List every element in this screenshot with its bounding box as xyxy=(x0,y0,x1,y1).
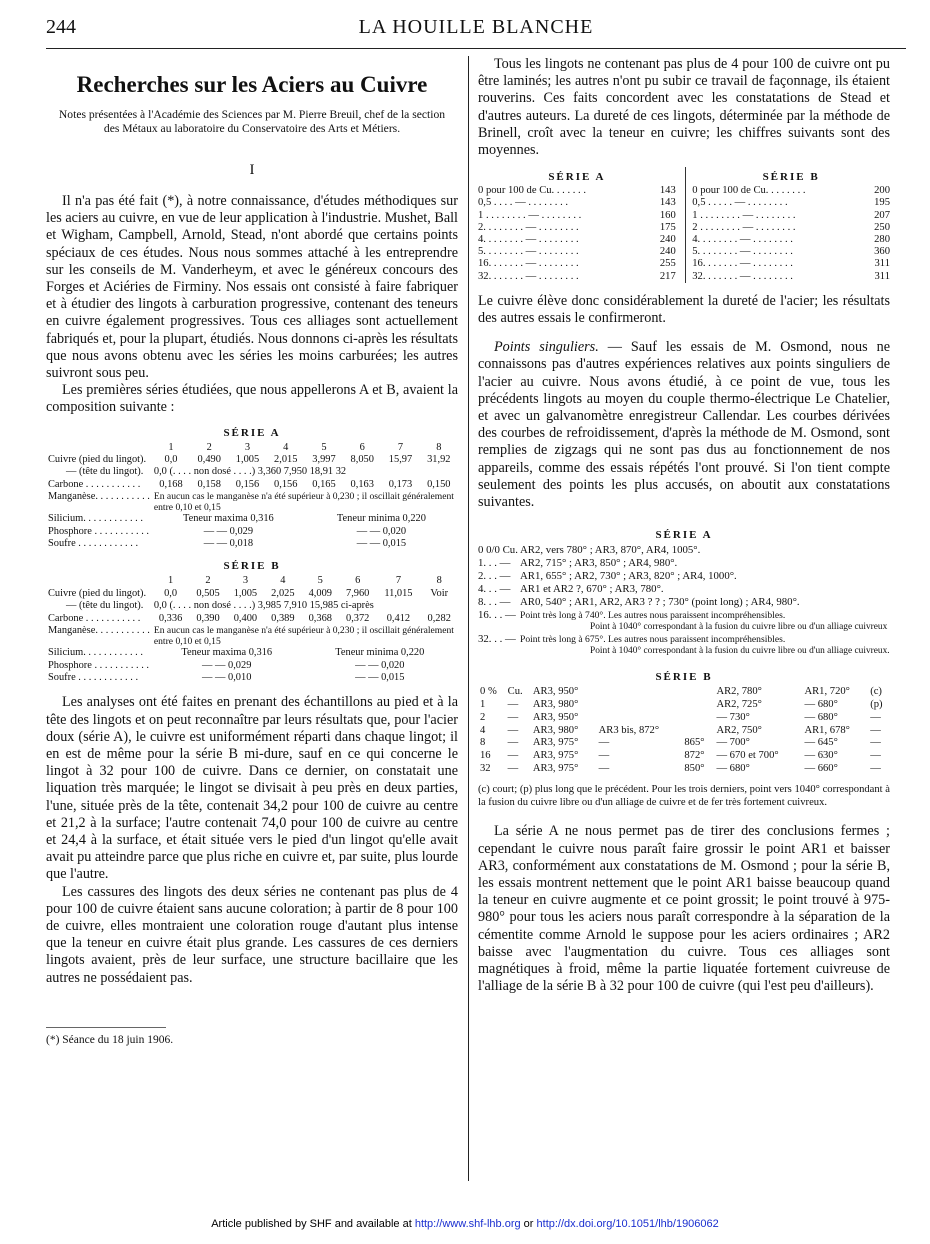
table-cell: 0,372 xyxy=(346,612,370,624)
footer-text: or xyxy=(520,1218,537,1230)
points-value: AR1, 655° ; AR2, 730° ; AR3, 820° ; AR4, 1000°. xyxy=(520,570,737,583)
table-row xyxy=(46,575,458,587)
table-cell: Teneur minima 0,220 xyxy=(335,647,425,659)
hardness-value: 143 xyxy=(659,185,676,197)
table-cell xyxy=(682,699,714,712)
section-number: I xyxy=(249,162,255,178)
footer-link-shf[interactable]: http://www.shf-lhb.org xyxy=(414,1218,521,1230)
table-cell: — xyxy=(507,737,519,749)
table-cell: 1,005 xyxy=(233,587,258,599)
table-cell: — — 0,020 xyxy=(356,525,407,537)
footnote: (*) Séance du 18 juin 1906. xyxy=(46,1027,166,1046)
table-cell: 0,389 xyxy=(271,612,295,624)
table-cell: 0 % xyxy=(480,686,497,698)
table-row xyxy=(478,699,890,712)
table-cell: 6 xyxy=(355,575,361,587)
hardness-value: 280 xyxy=(874,234,890,246)
table-cell: — 660° xyxy=(804,763,838,775)
header-rule xyxy=(46,48,906,49)
table-cell: AR3, 950° xyxy=(532,686,579,698)
table-cell: Manganèse. . . . . . . . . . . xyxy=(48,625,150,637)
author-notes: Notes présentées à l'Académie des Sciences par M. Pierre Breuil, chef de la section des Métaux au laboratoire du Conservatoire des Arts et Métiers. xyxy=(58,108,446,135)
table-cell: — xyxy=(507,699,519,711)
hardness-label: 0,5 . . . . — . . . . . . . . xyxy=(478,197,569,209)
table-row xyxy=(478,750,890,763)
table-cell: 8,050 xyxy=(350,454,374,466)
lead-italic: Points singuliers. xyxy=(494,339,599,356)
series-a-composition-table xyxy=(46,442,458,551)
hardness-row xyxy=(478,258,676,270)
table-cell: 872° xyxy=(684,750,705,762)
table-cell: 4 xyxy=(480,724,486,736)
table-cell: 0,412 xyxy=(386,612,411,624)
hardness-value: 240 xyxy=(659,246,676,258)
table-row xyxy=(46,526,458,538)
table-cell: — — 0,015 xyxy=(355,671,405,683)
hardness-row xyxy=(692,246,890,258)
table-row xyxy=(46,600,458,612)
table-cell: — xyxy=(598,750,610,762)
table-cell: — xyxy=(507,724,519,736)
paragraph: La série A ne nous permet pas de tirer des conclusions fermes ; cependant le cuivre nous paraît faire grossir le point AR1 et baisser AR3, conformément aux constatations de M. Osmond ; pour la série B, les essais montrent nettement que le point AR1 baisse beaucoup quand la teneur en cuivre augmente et ce point grossit; le point trouvé à 975-980° pour tous les aciers nous paraît correspondre à la séparation de la cémentite comme Arnold le suppose pour les aciers ordinaires ; AR2 baisse avec l'augmentation du cuivre. Tous ces alliages sont magnétiques à froid, même la partie liquatée fortement cuivreuse de l'alliage de la série B à 32 pour 100 de cuivre (qui l'est peu d'ailleurs). xyxy=(478,823,890,995)
table-cell: — 680° xyxy=(804,699,838,711)
table-row xyxy=(478,686,890,699)
table-cell: 5 xyxy=(321,441,327,453)
table-cell: AR3, 980° xyxy=(532,699,579,711)
hardness-value: 160 xyxy=(659,209,676,221)
series-b-composition-table xyxy=(46,575,458,684)
table-cell: 8 xyxy=(436,441,442,453)
table-cell: — — 0,020 xyxy=(355,659,405,671)
points-note: Point à 1040° correspondant à la fusion du cuivre libre ou d'un alliage cuivreux xyxy=(590,622,888,633)
table-cell xyxy=(597,699,683,712)
table-row xyxy=(46,466,458,478)
table-cell: — xyxy=(870,737,881,749)
table-cell: 3 xyxy=(242,575,249,587)
hardness-label: 5. . . . . . . . — . . . . . . . . xyxy=(692,246,793,258)
table-cell: Silicium. . . . . . . . . . . . xyxy=(48,647,143,659)
table-cell: — xyxy=(870,711,881,723)
table-row xyxy=(478,763,890,776)
hardness-row xyxy=(478,271,676,283)
table-row xyxy=(46,625,458,647)
table-cell: 7,960 xyxy=(346,587,370,599)
hardness-value: 217 xyxy=(659,270,676,282)
table-cell: 0,368 xyxy=(308,612,332,624)
table-row xyxy=(46,513,458,525)
table-cell: Soufre . . . . . . . . . . . . xyxy=(48,538,139,550)
table-cell xyxy=(682,712,714,725)
table-cell: Carbone . . . . . . . . . . . xyxy=(48,478,141,490)
hardness-label: 2. . . . . . . . — . . . . . . . . xyxy=(478,221,579,233)
table-cell: 2,015 xyxy=(274,454,298,466)
table-cell: 3 xyxy=(244,441,251,453)
table-cell: Phosphore . . . . . . . . . . . xyxy=(48,659,150,671)
hardness-value: 250 xyxy=(874,221,890,233)
hardness-value: 311 xyxy=(874,270,890,282)
points-label: 2. . . — xyxy=(478,570,511,583)
table-cell: 0,168 xyxy=(159,478,183,490)
table-cell: 0,0 (. . . . non dosé . . . .) 3,985 7,910 15,985 ci-après xyxy=(153,600,374,612)
table-cell: 865° xyxy=(684,737,705,749)
hardness-value: 240 xyxy=(659,234,676,246)
table-cell: 0,0 (. . . . non dosé . . . .) 3,360 7,950 18,91 32 xyxy=(153,466,347,478)
table-cell: — (tête du lingot). xyxy=(66,466,144,478)
table-cell: 0,390 xyxy=(196,612,220,624)
table-cell: 4 xyxy=(283,441,289,453)
points-label: 16. . . — xyxy=(478,609,516,622)
table-row xyxy=(478,712,890,725)
paragraph: Les cassures des lingots des deux séries ne contenant pas plus de 4 pour 100 de cuivre étaient sans aucune coloration; à partir de 8 pour 100 de cuivre, elles montraient une coloration rouge d'autant plus intense que la teneur en cuivre était plus grande. Les cassures de ces derniers lingots avaient, près de leur surface, une structure bacillaire que les autres ne possédaient pas. xyxy=(46,883,458,986)
points-value: Point très long à 740°. Les autres nous paraissent incompréhensibles. xyxy=(520,610,786,622)
hardness-label: 2 . . . . . . . . — . . . . . . . . xyxy=(692,221,796,233)
table-cell: — xyxy=(870,724,881,736)
table-cell: 2 xyxy=(206,441,212,453)
table-cell: — — 0,015 xyxy=(356,538,407,550)
hardness-value: 195 xyxy=(874,197,890,209)
table-cell: — — 0,010 xyxy=(202,671,252,683)
table-cell: 0,150 xyxy=(427,478,451,490)
table-cell: Voir xyxy=(430,587,449,599)
table-cell: AR1, 720° xyxy=(804,686,850,698)
points-label: 1. . . — xyxy=(478,557,511,570)
table-cell: — 680° xyxy=(716,763,750,775)
table-cell: — 630° xyxy=(804,750,838,762)
table-cell: Manganèse. . . . . . . . . . . xyxy=(48,491,150,503)
table-cell: 7 xyxy=(397,441,404,453)
hardness-row xyxy=(692,271,890,283)
points-row xyxy=(478,570,890,583)
hardness-b-heading: SÉRIE B xyxy=(762,171,820,184)
table-cell: 0,165 xyxy=(312,478,336,490)
table-cell: 0,173 xyxy=(388,478,413,490)
table-cell: 0,163 xyxy=(350,478,374,490)
table-cell: — 670 et 700° xyxy=(716,750,779,762)
page-footer xyxy=(0,1218,930,1230)
points-label: 4. . . — xyxy=(478,583,511,596)
points-series-a xyxy=(478,544,890,657)
table-cell: 31,92 xyxy=(427,454,451,466)
hardness-label: 1 . . . . . . . . — . . . . . . . . xyxy=(692,209,796,221)
table-cell: Cuivre (pied du lingot). xyxy=(48,587,147,599)
table-row xyxy=(46,672,458,684)
table-cell: 2 xyxy=(480,711,486,723)
table-cell: 0,156 xyxy=(274,478,298,490)
table-cell: 3,997 xyxy=(312,454,336,466)
table-cell: 0,158 xyxy=(197,478,221,490)
points-row xyxy=(478,609,890,622)
points-value: Point très long à 675°. Les autres nous paraissent incompréhensibles. xyxy=(520,634,786,646)
hardness-series-a xyxy=(478,167,676,283)
hardness-row xyxy=(478,210,676,222)
hardness-value: 360 xyxy=(874,246,890,258)
paragraph: Le cuivre élève donc considérablement la dureté de l'acier; les résultats des autres essais le confirmeront. xyxy=(478,292,890,327)
points-row xyxy=(478,633,890,646)
table-cell: — (tête du lingot). xyxy=(66,600,144,612)
table-cell xyxy=(597,686,683,699)
table-note: (c) court; (p) plus long que le précédent. Pour les trois derniers, point vers 1040° correspondant à la fusion du cuivre libre ou d'un alliage de cuivre et de fer très fortement cuivreux. xyxy=(478,783,890,808)
series-a-heading: SÉRIE A xyxy=(223,426,281,439)
table-cell: AR3 bis, 872° xyxy=(598,724,660,736)
points-row xyxy=(478,596,890,609)
points-label: 32. . . — xyxy=(478,633,516,646)
hardness-value: 143 xyxy=(659,197,676,209)
points-value: AR2, vers 780° ; AR3, 870°, AR4, 1005°. xyxy=(520,544,701,557)
table-cell: AR1, 678° xyxy=(804,724,850,736)
table-cell: 8 xyxy=(436,575,442,587)
table-cell: AR3, 950° xyxy=(532,711,579,723)
table-cell: — xyxy=(507,711,519,723)
table-cell: 4,009 xyxy=(308,587,332,599)
table-cell: — xyxy=(598,737,610,749)
hardness-row xyxy=(478,197,676,209)
right-column xyxy=(478,56,890,995)
table-row xyxy=(46,660,458,672)
table-cell: — 645° xyxy=(804,737,838,749)
table-row xyxy=(46,442,458,454)
table-cell: 32 xyxy=(480,763,491,775)
hardness-label: 4. . . . . . . . — . . . . . . . . xyxy=(478,234,579,246)
table-cell xyxy=(682,725,714,738)
table-cell: 2 xyxy=(205,575,211,587)
table-cell: — — 0,018 xyxy=(203,538,254,550)
hardness-row xyxy=(692,210,890,222)
hardness-tables xyxy=(478,167,890,283)
table-cell: 850° xyxy=(684,763,705,775)
hardness-a-heading: SÉRIE A xyxy=(548,171,606,184)
table-cell: AR2, 725° xyxy=(716,699,762,711)
table-cell: — 730° xyxy=(716,711,750,723)
table-cell: 4 xyxy=(280,575,286,587)
paragraph: Les analyses ont été faites en prenant des échantillons au pied et à la tête des lingots et on peut reconnaître par leurs résultats que, pour l'acier doux (série A), le cuivre est uniformément réparti dans chaque lingot; il en est de même pour la série B mi-dure, sauf en ce qui concerne le lingot à 32 pour 100 de cuivre. Dans ce dernier, on constatait une liquation très marquée; le lingot se divisait à peu près en deux parties, l'une, située près de la tête, contenait 34,2 pour 100 de cuivre au centre et 21,2 à la surface; l'autre contenait 74,0 pour 100 de cuivre au centre et 24,4 à la surface, et était située vers le pied d'un lingot qu'elle avait avait pu atteindre parce que plus riche en cuivre et, par suite, plus lourde que l'autre. xyxy=(46,694,458,883)
points-row xyxy=(478,583,890,596)
table-cell: 5 xyxy=(317,575,323,587)
table-cell: — 680° xyxy=(804,711,838,723)
table-cell: 6 xyxy=(359,441,365,453)
hardness-label: 0,5 . . . . . — . . . . . . . . xyxy=(692,197,788,209)
table-cell xyxy=(682,686,714,699)
table-cell: Carbone . . . . . . . . . . . xyxy=(48,612,141,624)
table-cell: AR2, 750° xyxy=(716,724,762,736)
table-row xyxy=(478,737,890,750)
table-cell: 0,0 xyxy=(164,454,178,466)
table-cell: 1 xyxy=(480,699,486,711)
table-cell: Phosphore . . . . . . . . . . . xyxy=(48,525,150,537)
paragraph: Il n'a pas été fait (*), à notre connaissance, d'études méthodiques sur les aciers au cuivre, en vue de leur application à l'industrie. Mushet, Ball et Wigham, Campbell, Arnold, Stead, n'ont abordé que certains points spéciaux de ces études. Nous nous sommes attaché à les entreprendre sur les conseils de M. Vanderheym, et avec le généreux concours des Forges et Aciéries de Firminy. Nos essais ont consisté à faire fabriquer et à étudier des lingots à carburation progressive, contenant des teneurs en cuivre également progressives. Tous ces alliages sont actuellement fabriqués et, pour la plupart, étudiés. Nous donnons ci-après les résultats que nous avons obtenu avec les séries les moins carburées; les autres suivront sous peu. xyxy=(46,193,458,382)
table-cell: (p) xyxy=(870,699,883,711)
table-cell: — 700° xyxy=(716,737,750,749)
hardness-value: 311 xyxy=(874,258,890,270)
table-row xyxy=(46,538,458,550)
hardness-label: 32. . . . . . . — . . . . . . . . xyxy=(478,270,579,282)
table-cell: Cuivre (pied du lingot). xyxy=(48,454,147,466)
hardness-value: 200 xyxy=(874,185,890,197)
hardness-value: 207 xyxy=(874,209,890,221)
table-row xyxy=(46,479,458,491)
points-value: AR1 et AR2 ?, 670° ; AR3, 780°. xyxy=(520,583,664,596)
paragraph: Tous les lingots ne contenant pas plus de 4 pour 100 de cuivre ont pu être laminés; les autres n'ont pu subir ce travail de façonnage, ils étaient rouverins. Ces faits concordent avec les constatations de Stead et d'autres auteurs. La dureté de ces lingots, déterminée par la méthode de Brinell, croît avec la teneur en cuivre; les chiffres suivants sont des moyennes. xyxy=(478,56,890,159)
footer-text: Article published by SHF and available at xyxy=(211,1218,415,1230)
table-cell: (c) xyxy=(870,686,882,698)
table-row xyxy=(46,454,458,466)
hardness-row xyxy=(478,185,676,197)
table-cell: 2,025 xyxy=(271,587,295,599)
points-label: 8. . . — xyxy=(478,596,511,609)
table-cell: 8 xyxy=(480,737,486,749)
table-cell: — — 0,029 xyxy=(202,659,252,671)
table-cell: 0,156 xyxy=(235,478,260,490)
hardness-value: 175 xyxy=(659,221,676,233)
hardness-row xyxy=(692,234,890,246)
points-value: AR0, 540° ; AR1, AR2, AR3 ? ? ; 730° (point long) ; AR4, 980°. xyxy=(520,596,800,609)
table-cell: — xyxy=(507,750,519,762)
hardness-label: 32. . . . . . . — . . . . . . . . xyxy=(692,270,793,282)
table-cell: 0,0 xyxy=(164,587,178,599)
table-cell: 15,97 xyxy=(388,454,413,466)
table-cell: 0,505 xyxy=(196,587,220,599)
table-cell: — xyxy=(598,763,610,775)
points-a-heading: SÉRIE A xyxy=(655,529,713,542)
table-cell: Cu. xyxy=(507,686,523,698)
points-row xyxy=(478,557,890,570)
table-cell: AR3, 980° xyxy=(532,724,579,736)
table-cell: 0,400 xyxy=(233,612,258,624)
points-series-b-table xyxy=(478,686,890,776)
article-title: Recherches sur les Aciers au Cuivre xyxy=(76,72,428,97)
table-cell: 16 xyxy=(480,750,491,762)
table-cell: AR2, 780° xyxy=(716,686,762,698)
points-note: Point à 1040° correspondant à la fusion du cuivre libre ou d'un alliage cuivreux. xyxy=(590,646,890,657)
left-column xyxy=(46,56,458,1046)
table-cell: 0,282 xyxy=(427,612,451,624)
paragraph: Les premières séries étudiées, que nous appellerons A et B, avaient la composition suivante : xyxy=(46,382,458,416)
table-cell: — xyxy=(507,763,519,775)
hardness-label: 4. . . . . . . . — . . . . . . . . xyxy=(692,234,793,246)
table-row xyxy=(46,647,458,659)
table-cell xyxy=(597,712,683,725)
table-cell: 0,336 xyxy=(158,612,183,624)
table-cell: 0,490 xyxy=(197,454,221,466)
table-cell: AR3, 975° xyxy=(532,763,579,775)
table-cell: 1 xyxy=(168,441,174,453)
table-cell: Teneur minima 0,220 xyxy=(336,513,426,525)
column-divider xyxy=(468,56,469,1181)
table-row xyxy=(46,613,458,625)
points-label: 0 0/0 Cu. xyxy=(478,544,518,557)
table-cell: 7 xyxy=(395,575,402,587)
hardness-label: 0 pour 100 de Cu. . . . . . . xyxy=(478,185,586,197)
hardness-row xyxy=(692,197,890,209)
points-b-heading: SÉRIE B xyxy=(655,671,713,684)
table-row xyxy=(46,491,458,513)
table-cell: Silicium. . . . . . . . . . . . xyxy=(48,513,143,525)
points-row xyxy=(478,544,890,557)
journal-title: LA HOUILLE BLANCHE xyxy=(358,16,594,38)
hardness-row xyxy=(692,185,890,197)
table-cell: 1,005 xyxy=(235,454,260,466)
points-value: AR2, 715° ; AR3, 850° ; AR4, 980°. xyxy=(520,557,678,570)
footer-link-doi[interactable]: http://dx.doi.org/10.1051/lhb/1906062 xyxy=(536,1218,719,1230)
hardness-label: 5. . . . . . . . — . . . . . . . . xyxy=(478,246,579,258)
table-cell: AR3, 975° xyxy=(532,750,579,762)
table-cell: — xyxy=(870,750,881,762)
table-cell: Soufre . . . . . . . . . . . . xyxy=(48,671,139,683)
hardness-series-b xyxy=(685,167,890,283)
table-cell: — — 0,029 xyxy=(203,525,254,537)
hardness-label: 16. . . . . . . — . . . . . . . . xyxy=(692,258,793,270)
table-row xyxy=(478,725,890,738)
table-cell: 1 xyxy=(167,575,174,587)
hardness-row xyxy=(692,258,890,270)
table-cell: — xyxy=(870,763,881,775)
table-cell: 11,015 xyxy=(384,587,413,599)
series-b-heading: SÉRIE B xyxy=(223,560,281,573)
page-header xyxy=(46,16,906,42)
hardness-row xyxy=(478,246,676,258)
hardness-row xyxy=(692,222,890,234)
table-cell: Teneur maxima 0,316 xyxy=(183,513,274,525)
hardness-label: 0 pour 100 de Cu. . . . . . . . xyxy=(692,185,806,197)
table-cell: En aucun cas le manganèse n'a été supérieur à 0,230 ; il oscillait généralement entre 0,10 et 0,15 xyxy=(153,625,454,648)
hardness-label: 1 . . . . . . . . — . . . . . . . . xyxy=(478,209,582,221)
table-cell: AR3, 975° xyxy=(532,737,579,749)
page-number: 244 xyxy=(46,16,76,38)
hardness-value: 255 xyxy=(659,258,676,270)
table-cell: En aucun cas le manganèse n'a été supérieur à 0,230 ; il oscillait généralement entre 0,10 et 0,15 xyxy=(153,491,454,514)
hardness-row xyxy=(478,234,676,246)
paragraph-text: — Sauf les essais de M. Osmond, nous ne connaissons pas d'autres expériences relatives aux points singuliers de l'acier au cuivre. Nous avons étudié, à ce point de vue, tous les précédents lingots au moyen du couple thermo-électrique Le Chatelier, et avec un galvanomètre enregistreur Callendar. Les courbes dérivées des courbes de refroidissement, d'après la méthode de M. Osmond, sont remplies de zigzags qui ne sont pas dus au fonctionnement de nos appareils, comme des essais répétés l'ont prouvé. Si l'on tient compte seulement des points les plus accusés, on aboutit aux constatations suivantes. xyxy=(478,339,890,511)
hardness-row xyxy=(478,222,676,234)
table-cell: Teneur maxima 0,316 xyxy=(181,647,273,659)
table-row xyxy=(46,588,458,600)
paragraph xyxy=(478,339,890,511)
hardness-label: 16. . . . . . . — . . . . . . . . xyxy=(478,258,579,270)
